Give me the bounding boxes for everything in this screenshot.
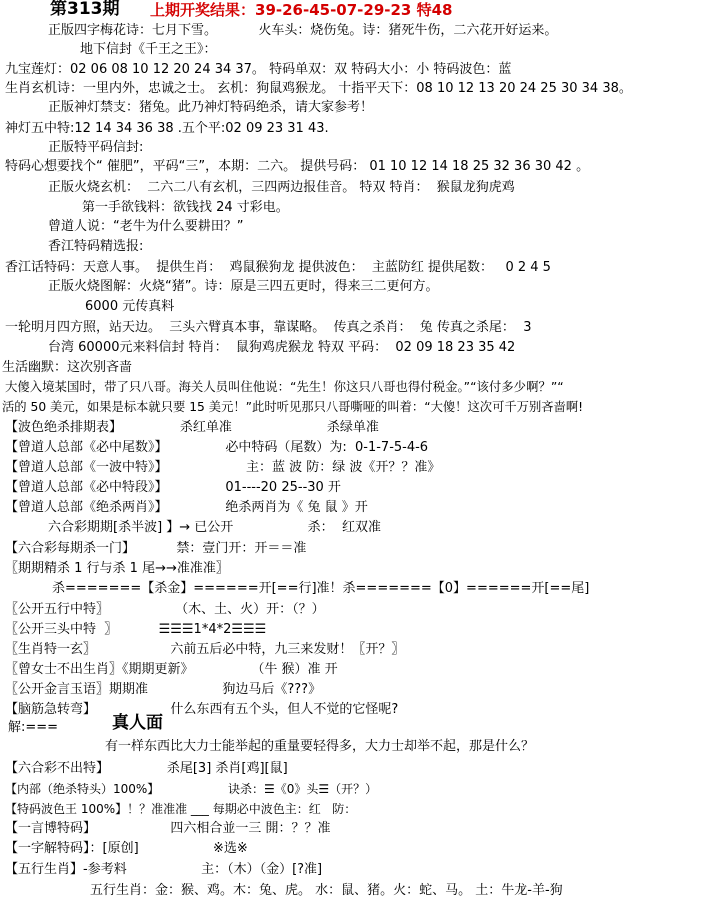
text-line: 【一言博特码】 四六相合並一三 開：？？准 xyxy=(5,821,331,836)
text-line: 【六合彩不出特】 杀尾[3] 杀肖[鸡][鼠] xyxy=(5,761,288,776)
text-line: 〖公开五行中特〗 （木、土、火）开：（？） xyxy=(5,602,325,617)
text-line: 【曾道人总部《必中尾数》】 必中特码（尾数）为: 0-1-7-5-4-6 xyxy=(5,440,429,455)
text-line: 正版四字梅花诗：七月下雪。 火车头：烧伤兔。诗：猪死牛伤，二六花开好运来。 xyxy=(48,23,558,38)
text-line: 【特码波色王 100%】！？准准准 ___ 每期必中波色主：红 防： xyxy=(5,802,357,816)
text-line: 【脑筋急转弯】 什么东西有五个头，但人不觉的它怪呢? xyxy=(5,702,399,717)
text-line: 正版神灯禁支：猪兔。此乃神灯特码绝杀，请大家参考！ xyxy=(48,100,374,115)
text-line: 正版特平码信封: xyxy=(48,140,144,155)
text-line: 生活幽默：这次别吝啬 xyxy=(2,360,133,375)
text-line: 〖生肖特一玄〗 六前五后必中特，九三来发财！〖开？〗 xyxy=(5,642,405,657)
text-line: 第一手欲钱料：欲钱找 24 寸彩电。 xyxy=(82,200,289,215)
text-line: 解:=== xyxy=(8,720,59,735)
text-line: 【五行生肖】-参考料 主：（木）（金）[?准] xyxy=(5,862,323,877)
text-line: 【内部（绝杀特头）100%】 诀杀：☰《0》头☰（开？） xyxy=(5,782,378,796)
text-line: 九宝莲灯：02 06 08 10 12 20 24 34 37。 特码单双：双 特码大小：小 特码波色：蓝 xyxy=(5,62,512,77)
text-line: 活的 50 美元，如果是标本就只要 15 美元！”此时听见那只八哥嘶哑的叫着：“大傻！这次可千万别吝啬啊! xyxy=(2,400,584,414)
text-line: 曾道人说：“老牛为什么要耕田？” xyxy=(48,219,244,234)
text-line: 【一字解特码】：[原创] ※选※ xyxy=(5,841,248,856)
text-line: 【曾道人总部《必中特段》】 01----20 25--30 开 xyxy=(5,480,341,495)
text-line: 神灯五中特:12 14 34 36 38 .五个平:02 09 23 31 43. xyxy=(5,121,329,136)
text-line: 地下信封《千王之王》： xyxy=(80,42,217,57)
text-line: 正版火烧玄机： 二六二八有玄机，三四两边报佳音。 特双 特肖： 猴鼠龙狗虎鸡 xyxy=(48,180,515,195)
text-line: 【曾道人总部《绝杀两肖》】 绝杀两肖为《 兔 鼠 》开 xyxy=(5,500,368,515)
text-line: 一轮明月四方照，站天边。 三头六臂真本事，靠谋略。 传真之杀肖： 兔 传真之杀尾： 3 xyxy=(5,320,532,335)
text-line: 〖公开金言玉语〗期期准 狗边马后《???》 xyxy=(5,682,322,697)
text-line: 五行生肖：金：猴、鸡。木：兔、虎。 水：鼠、猪。火：蛇、马。 土：牛龙-羊-狗 xyxy=(90,883,563,898)
text-line: 有一样东西比大力士能举起的重量要轻得多，大力士却举不起，那是什么？ xyxy=(105,739,535,754)
text-line: 〖公开三头中特 〗 ☰☰☰1*4*2☰☰☰ xyxy=(5,622,267,637)
previous-draw-result: 上期开奖结果：39-26-45-07-29-23 特48 xyxy=(150,1,453,19)
text-line: 特码心想要找个“ 催肥”，平码“三”，本期：二六。 提供号码： 01 10 12 14 18 25 32 36 30 42 。 xyxy=(5,159,590,174)
text-line: 6000 元传真料 xyxy=(85,299,175,314)
text-line: 六合彩期期[杀半波] 】→ 已公开 杀： 红双准 xyxy=(48,520,381,535)
issue-number: 第313期 xyxy=(50,0,120,19)
text-line: 〖期期精杀 1 行与杀 1 尾→→准准准〗 xyxy=(5,561,229,576)
text-line: 正版火烧图解：火烧“猪”。诗：原是三四五更时，得来三二更何方。 xyxy=(48,279,439,294)
text-line: 台湾 60000元来料信封 特肖： 鼠狗鸡虎猴龙 特双 平码： 02 09 18 23 35 42 xyxy=(48,340,516,355)
text-line: 【曾道人总部《一波中特》】 主：蓝 波 防：绿 波《开？？准》 xyxy=(5,460,441,475)
text-line: 【六合彩每期杀一门】 禁：壹门开：开＝＝准 xyxy=(5,541,307,556)
text-line: 大傻入境某国时，带了只八哥。海关人员叫住他说：“先生！你这只八哥也得付税金。”“该付多少啊？”“ xyxy=(5,379,564,394)
text-line: 香江话特码：天意人事。 提供生肖： 鸡鼠猴狗龙 提供波色： 主蓝防红 提供尾数： 0 2 4 5 xyxy=(5,260,551,275)
riddle-answer-heading: 真人面 xyxy=(112,713,163,733)
text-line: 生肖玄机诗：一里内外，忠诚之士。 玄机：狗鼠鸡猴龙。 十指平天下：08 10 12 13 20 24 25 30 34 38。 xyxy=(5,81,632,96)
text-line: 香江特码精选报: xyxy=(48,239,144,254)
text-line: 〖曾女士不出生肖〗《期期更新》 （牛 猴）准 开 xyxy=(5,662,338,677)
text-line: 杀=======【杀金】======开[==行]准！杀=======【0】======开[==尾] xyxy=(52,581,590,596)
text-line: 【波色绝杀排期表】 杀红单准 杀绿单准 xyxy=(5,420,379,435)
